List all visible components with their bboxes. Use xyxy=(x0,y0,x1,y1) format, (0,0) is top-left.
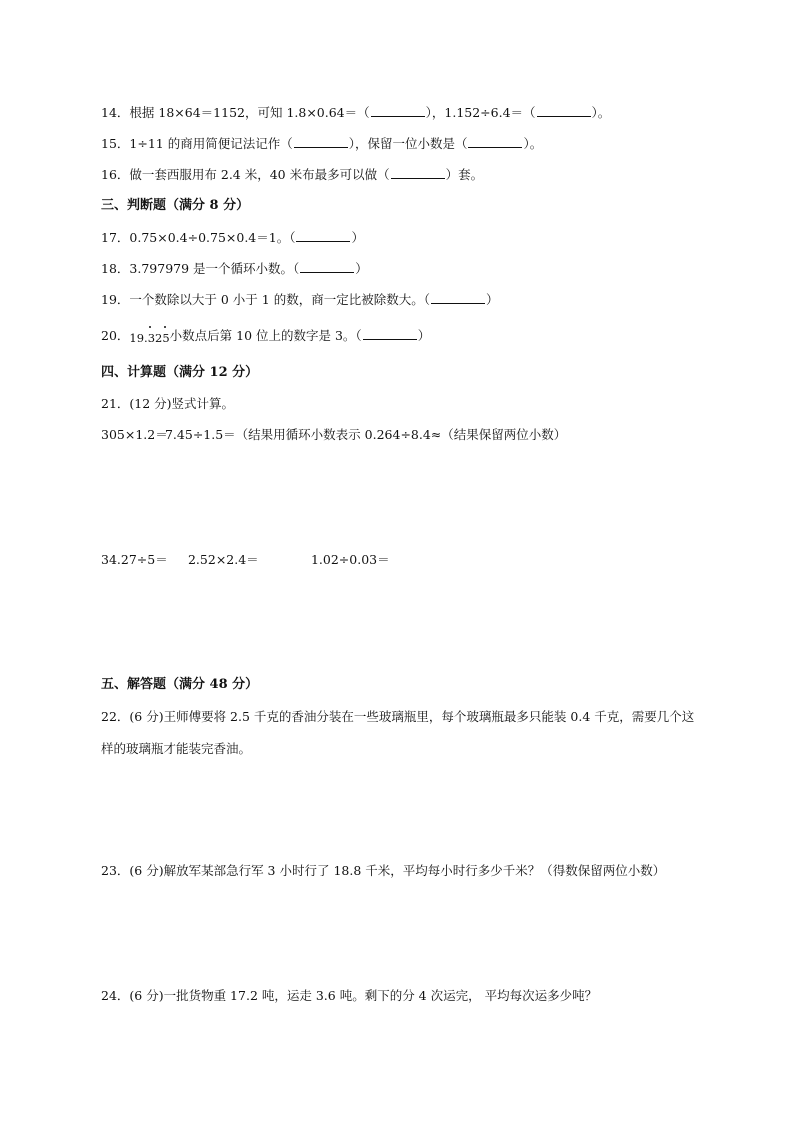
question-number: 16． xyxy=(101,167,130,182)
answer-blank[interactable] xyxy=(296,229,350,242)
question-16: 16．做一套西服用布 2.4 米，40 米布最多可以做（ ）套。 xyxy=(101,167,484,182)
question-number: 18． xyxy=(101,261,130,276)
question-number: 17． xyxy=(101,230,130,245)
question-number: 22． xyxy=(101,709,130,724)
calc-row-2 xyxy=(101,551,390,569)
section-heading-problems: 五、解答题（满分 48 分） xyxy=(101,677,259,692)
section-heading-calculation: 四、计算题（满分 12 分） xyxy=(101,365,259,380)
question-22-continued: 样的玻璃瓶才能装完香油。 xyxy=(101,741,252,756)
question-15: 15．1÷11 的商用简便记法记作（ ），保留一位小数是（ ）。 xyxy=(101,136,543,151)
question-number: 19． xyxy=(101,292,130,307)
question-number: 15． xyxy=(101,136,130,151)
calc-item: 305×1.2＝ xyxy=(101,427,168,442)
repeat-dot xyxy=(149,326,151,328)
question-17: 17．0.75×0.4÷0.75×0.4＝1。（ ） xyxy=(101,230,364,245)
question-number: 20． xyxy=(101,328,130,343)
calc-item: 34.27÷5＝ xyxy=(101,552,168,567)
question-number: 14． xyxy=(101,105,130,120)
question-18: 18．3.797979 是一个循环小数。（ ） xyxy=(101,261,368,276)
question-23: 23．(6 分)解放军某部急行军 3 小时行了 18.8 千米，平均每小时行多少千米？（得数保留两位小数） xyxy=(101,863,666,878)
answer-blank[interactable] xyxy=(300,260,354,273)
repeat-dot xyxy=(164,326,166,328)
answer-blank[interactable] xyxy=(363,327,417,340)
question-19: 19．一个数除以大于 0 小于 1 的数，商一定比被除数大。（ ） xyxy=(101,292,499,307)
section-heading-judgement: 三、判断题（满分 8 分） xyxy=(101,198,250,213)
question-22: 22．(6 分)王师傅要将 2.5 千克的香油分装在一些玻璃瓶里，每个玻璃瓶最多只能装 0.4 千克，需要几个这 xyxy=(101,709,695,724)
calc-row-1 xyxy=(101,426,566,444)
question-21: 21．(12 分)竖式计算。 xyxy=(101,396,235,411)
answer-blank[interactable] xyxy=(468,135,522,148)
answer-blank[interactable] xyxy=(294,135,348,148)
answer-blank[interactable] xyxy=(371,104,425,117)
question-24: 24．(6 分)一批货物重 17.2 吨，运走 3.6 吨。剩下的分 4 次运完， 平均每次运多少吨？ xyxy=(101,988,598,1003)
calc-item: 0.264÷8.4≈（结果保留两位小数） xyxy=(364,427,567,442)
answer-blank[interactable] xyxy=(537,104,591,117)
question-number: 24． xyxy=(101,988,130,1003)
question-number: 23． xyxy=(101,863,130,878)
calc-item: 1.02÷0.03＝ xyxy=(310,552,390,567)
calc-item: 7.45÷1.5＝（结果用循环小数表示 xyxy=(164,427,361,442)
question-number: 21． xyxy=(101,396,130,411)
answer-blank[interactable] xyxy=(391,166,445,179)
calc-item: 2.52×2.4＝ xyxy=(187,552,259,567)
answer-blank[interactable] xyxy=(431,291,485,304)
repeating-decimal: 19.325 xyxy=(129,329,169,347)
question-14: 14．根据 18×64＝1152，可知 1.8×0.64＝（ ），1.152÷6.4＝（ ）。 xyxy=(101,105,611,120)
question-20: 20．19.325 小数点后第 10 位上的数字是 3。（ ） xyxy=(101,328,431,345)
